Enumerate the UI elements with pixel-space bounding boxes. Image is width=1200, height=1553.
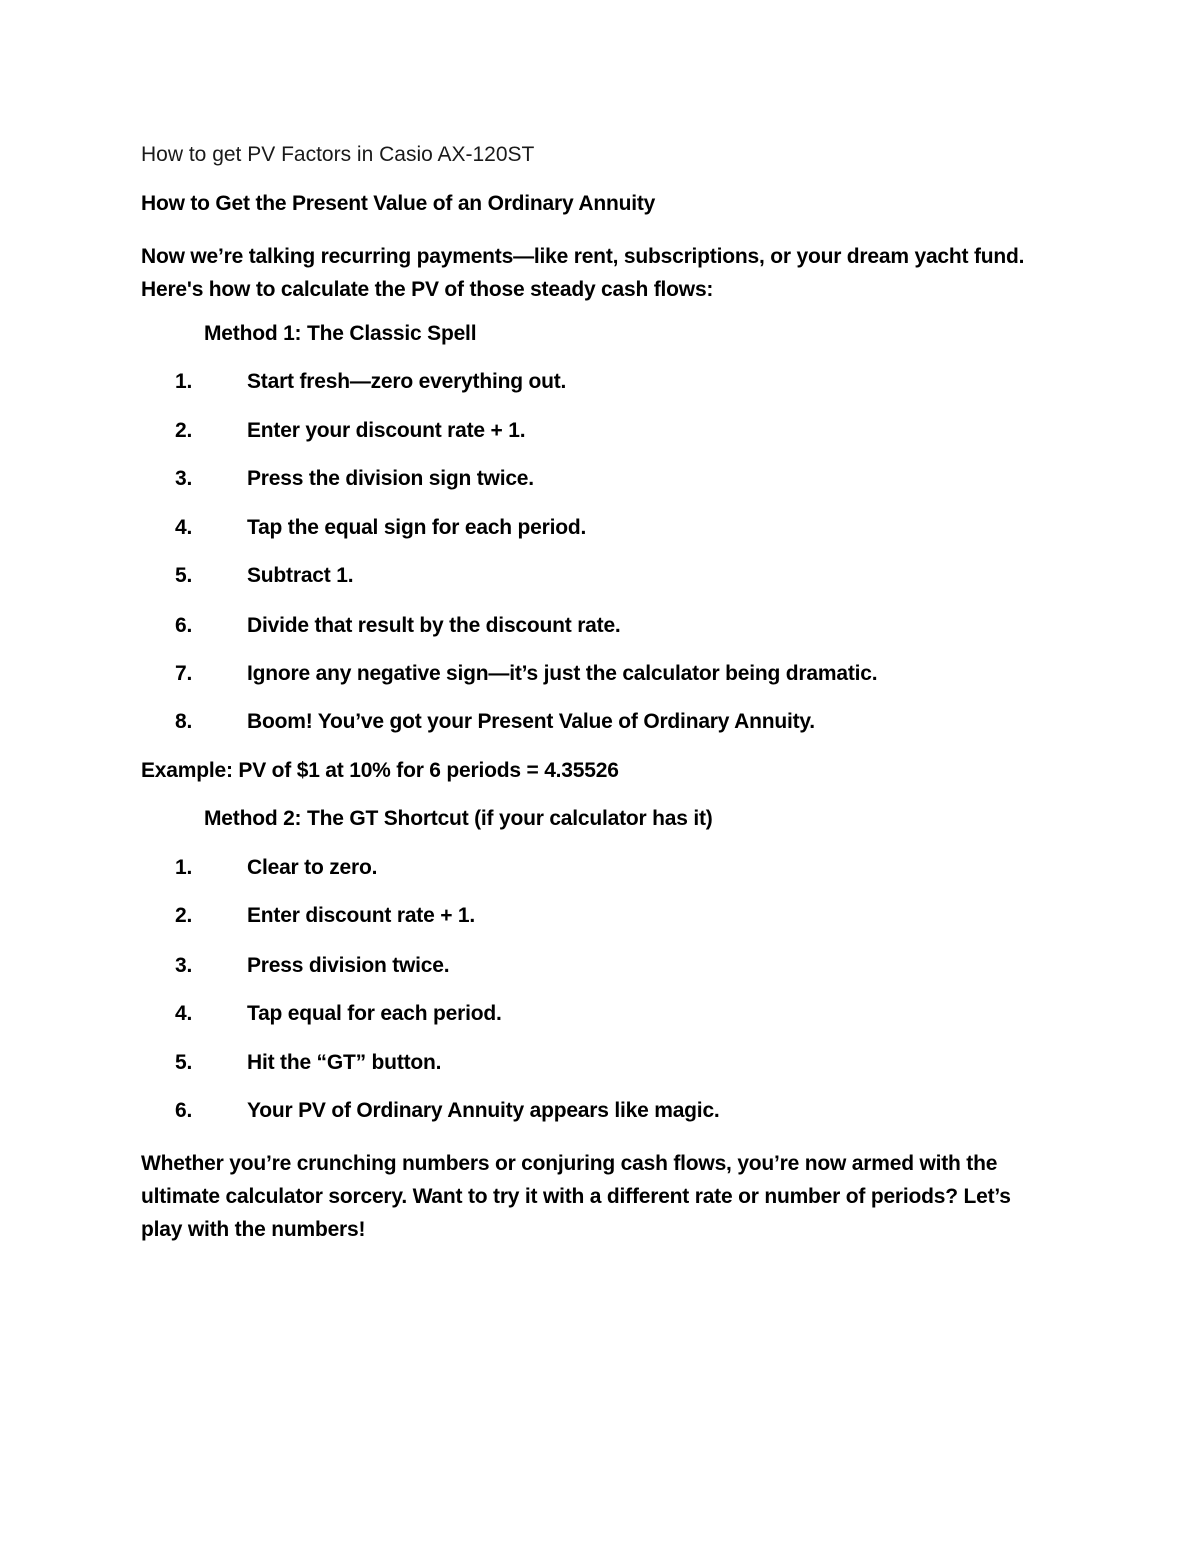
step-text: Boom! You’ve got your Present Value of Ordinary Annuity.: [247, 710, 815, 733]
step-text: Press division twice.: [247, 954, 450, 977]
step-text: Hit the “GT” button.: [247, 1051, 442, 1074]
step-number: 5.: [175, 564, 193, 587]
step-text: Start fresh—zero everything out.: [247, 370, 567, 393]
step-number: 1.: [175, 856, 193, 879]
step-number: 5.: [175, 1051, 193, 1074]
step-number: 4.: [175, 1002, 193, 1025]
step-number: 7.: [175, 662, 193, 685]
step-text: Tap equal for each period.: [247, 1002, 502, 1025]
step-text: Subtract 1.: [247, 564, 354, 587]
method-2-title: Method 2: The GT Shortcut (if your calculator has it): [204, 807, 713, 830]
section-heading: How to Get the Present Value of an Ordinary Annuity: [141, 192, 656, 215]
step-text: Press the division sign twice.: [247, 467, 534, 490]
intro-paragraph: Now we’re talking recurring payments—like rent, subscriptions, or your dream yacht fund. Here's how to calculate the PV of those steady cash flows:: [141, 245, 1025, 301]
step-number: 3.: [175, 467, 193, 490]
step-number: 8.: [175, 710, 193, 733]
step-number: 2.: [175, 419, 193, 442]
step-text: Tap the equal sign for each period.: [247, 516, 587, 539]
step-number: 6.: [175, 614, 193, 637]
step-text: Clear to zero.: [247, 856, 378, 879]
closing-paragraph: Whether you’re crunching numbers or conjuring cash flows, you’re now armed with the ultimate calculator sorcery. Want to try it with a different rate or number of periods? Let’s play with the numbers!: [141, 1152, 1011, 1241]
step-text: Divide that result by the discount rate.: [247, 614, 621, 637]
step-text: Ignore any negative sign—it’s just the calculator being dramatic.: [247, 662, 878, 685]
step-number: 4.: [175, 516, 193, 539]
document-title: How to get PV Factors in Casio AX-120ST: [141, 143, 535, 166]
step-text: Enter your discount rate + 1.: [247, 419, 526, 442]
example-line: Example: PV of $1 at 10% for 6 periods = 4.35526: [141, 759, 619, 782]
step-number: 2.: [175, 904, 193, 927]
step-text: Enter discount rate + 1.: [247, 904, 476, 927]
step-number: 1.: [175, 370, 193, 393]
step-number: 6.: [175, 1099, 193, 1122]
step-text: Your PV of Ordinary Annuity appears like magic.: [247, 1099, 720, 1122]
step-number: 3.: [175, 954, 193, 977]
method-1-title: Method 1: The Classic Spell: [204, 322, 477, 345]
